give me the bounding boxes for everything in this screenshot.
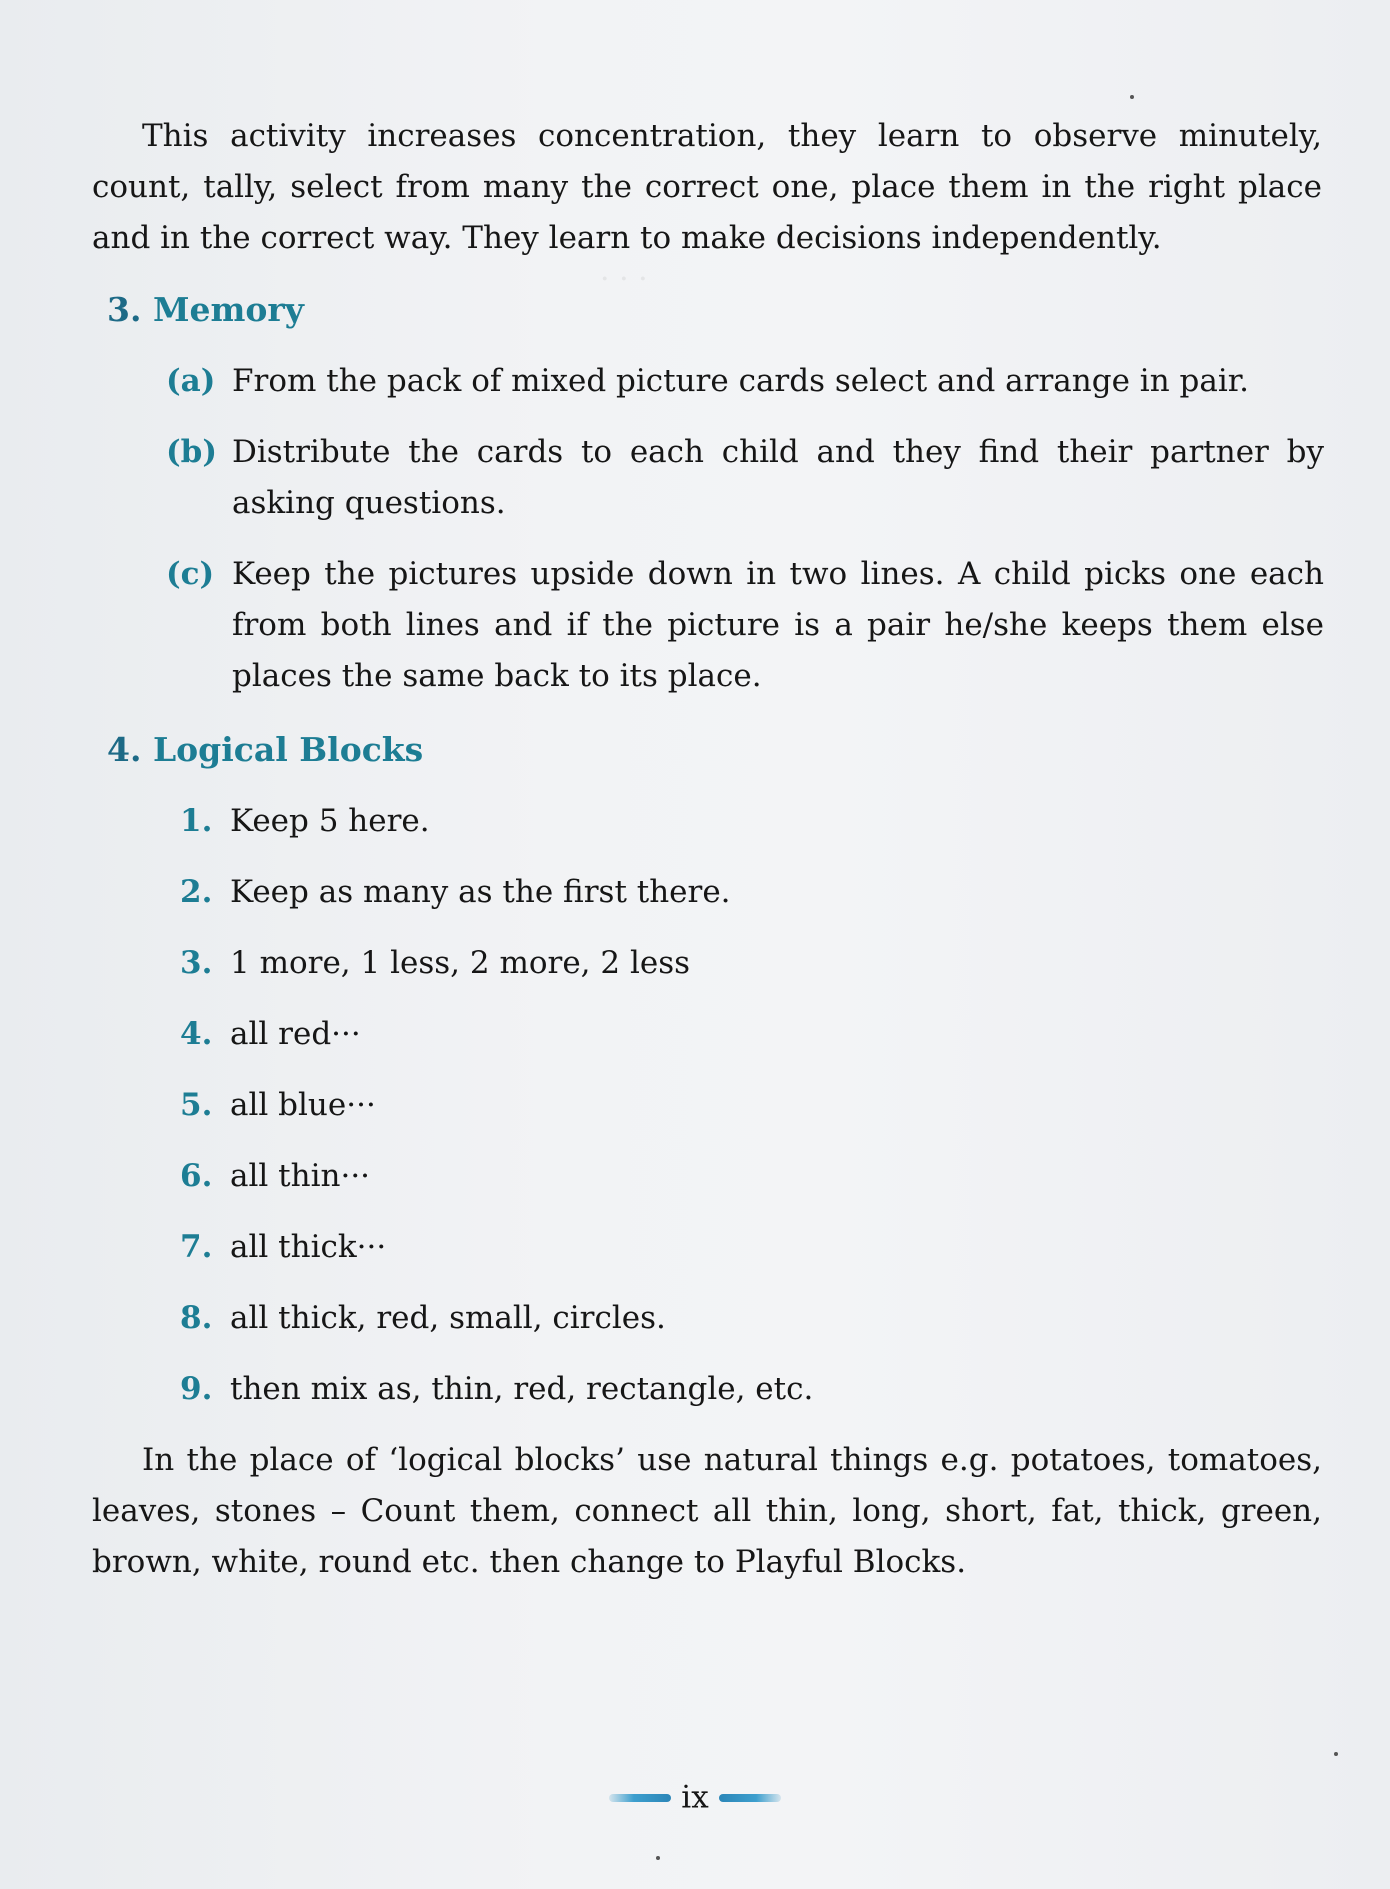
section-title: Logical Blocks [152, 730, 424, 769]
logical-block-item [180, 1014, 361, 1054]
footer-bar-left-decoration [609, 1794, 671, 1802]
section-heading-memory [107, 290, 304, 330]
item-text: Distribute the cards to each child and they find their partner by asking questions. [232, 434, 1324, 521]
memory-item [166, 549, 1324, 702]
item-text: Keep 5 here. [230, 803, 430, 839]
item-label: 1. [180, 803, 213, 839]
logical-block-item [180, 1298, 666, 1338]
item-label: (c) [166, 556, 215, 592]
item-text: all thin··· [230, 1158, 371, 1194]
logical-block-item [180, 872, 731, 912]
item-text: then mix as, thin, red, rectangle, etc. [230, 1371, 814, 1407]
item-label: 3. [180, 945, 213, 981]
item-label: 6. [180, 1158, 213, 1194]
item-label: 7. [180, 1229, 213, 1265]
item-text: Keep as many as the first there. [230, 874, 731, 910]
closing-paragraph: In the place of ‘logical blocks’ use natural things e.g. potatoes, tomatoes, leaves, stones – Count them, connect all thin, long, short, fat, thick, green, brown, white, round etc. then change to Playful Blocks. [92, 1442, 1322, 1580]
section-number: 3. [107, 290, 142, 329]
item-text: all red··· [230, 1016, 361, 1052]
speck-decoration [1130, 95, 1134, 99]
logical-block-item [180, 1156, 370, 1196]
section-heading-logical-blocks [107, 730, 423, 770]
logical-block-item [180, 1085, 376, 1125]
item-label: 9. [180, 1371, 213, 1407]
memory-item [166, 356, 1324, 407]
item-text: all blue··· [230, 1087, 376, 1123]
item-text: all thick, red, small, circles. [230, 1300, 666, 1336]
memory-item [166, 427, 1324, 529]
speck-decoration [1334, 1752, 1338, 1756]
logical-block-item [180, 943, 690, 983]
item-text: Keep the pictures upside down in two lines. A child picks one each from both lines and if the picture is a pair he/she keeps them else places the same back to its place. [232, 556, 1324, 694]
logical-block-item [180, 1369, 813, 1409]
item-label: 5. [180, 1087, 213, 1123]
page-footer [0, 1776, 1390, 1818]
logical-block-item [180, 801, 430, 841]
item-text: 1 more, 1 less, 2 more, 2 less [230, 945, 691, 981]
section-title: Memory [152, 290, 304, 329]
item-label: (a) [166, 363, 216, 399]
intro-paragraph: This activity increases concentration, they learn to observe minutely, count, tally, select from many the correct one, place them in the right place and in the correct way. They learn to make decisions independently. [92, 118, 1322, 256]
item-label: 4. [180, 1016, 213, 1052]
item-label: 2. [180, 874, 213, 910]
show-through-decoration: · · · [600, 260, 648, 295]
page-number: ix [681, 1779, 709, 1816]
item-text: all thick··· [230, 1229, 387, 1265]
section-number: 4. [107, 730, 142, 769]
item-label: 8. [180, 1300, 213, 1336]
speck-decoration [656, 1856, 660, 1860]
item-label: (b) [166, 434, 218, 470]
logical-block-item [180, 1227, 386, 1267]
footer-bar-right-decoration [719, 1794, 781, 1802]
item-text: From the pack of mixed picture cards select and arrange in pair. [232, 363, 1250, 399]
